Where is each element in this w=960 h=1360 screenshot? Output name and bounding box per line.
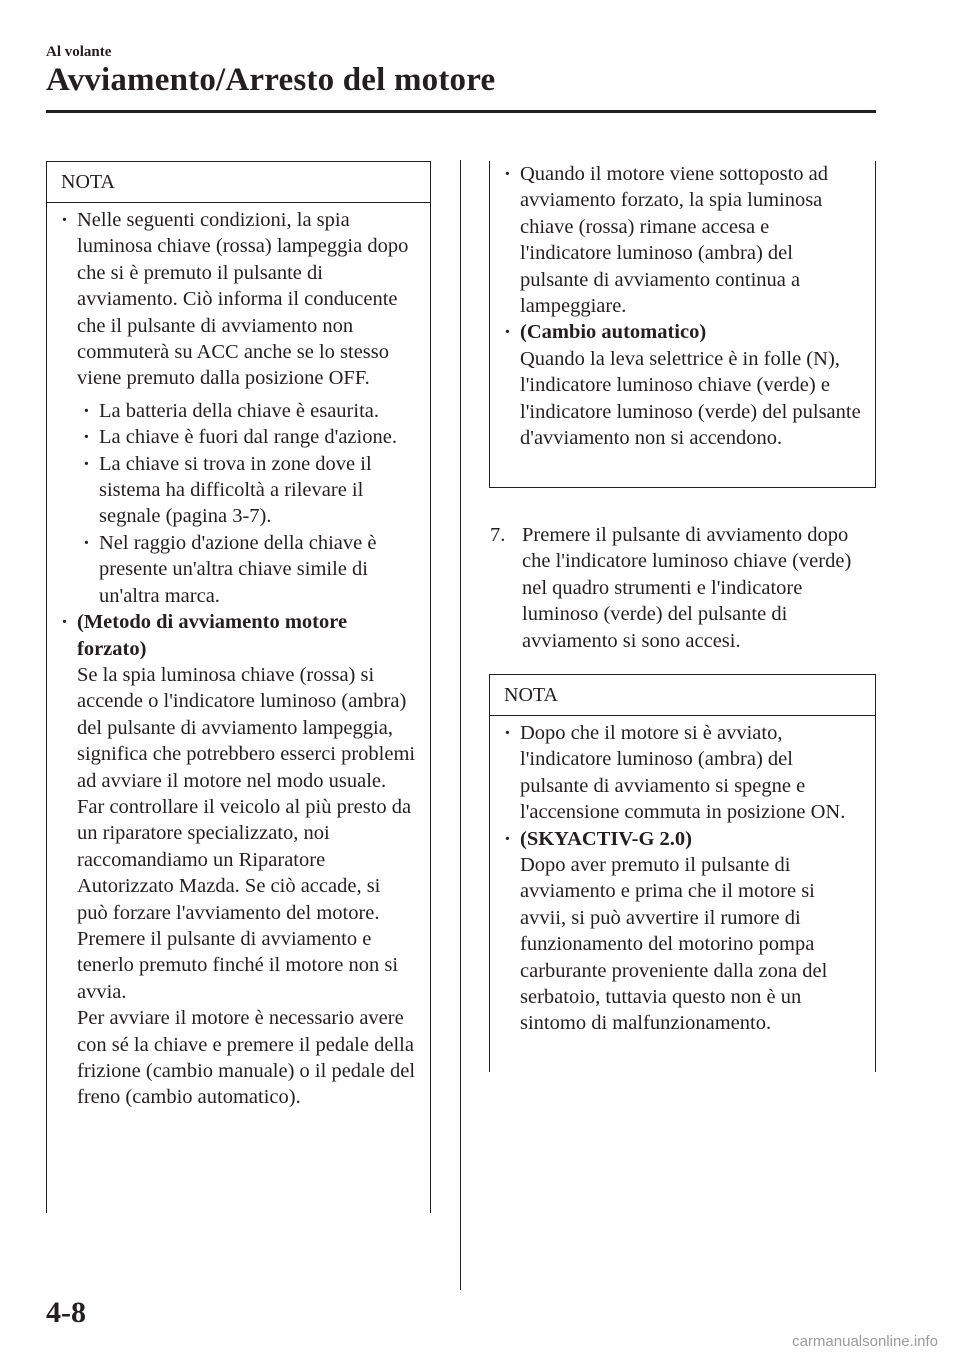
- note-sky-text: Dopo aver premuto il pulsante di avviamento e prima che il motore si avvii, si può avvertire il rumore di funzionamento del motorino pompa carburante proveniente dalla zona del serbatoio, tuttavia questo non è un sintomo di malfunzionamento.: [520, 854, 828, 1035]
- note-box-continued: [489, 161, 876, 488]
- column-divider: [460, 160, 461, 1290]
- note-box-left: [46, 161, 431, 1213]
- note-forced-text: Se la spia luminosa chiave (rossa) si accende o l'indicatore luminoso (ambra) del pulsante di avviamento lampeggia, significa che potrebbero esserci problemi ad avviare il motore nel modo usuale. Far controllare il veicolo al più presto da un riparatore specializzato, noi raccomandiamo un Riparatore Autorizzato Mazda. Se ciò accade, si può forzare l'avviamento del motore. Premere il pulsante di avviamento e tenerlo premuto finché il motore non si avvia.: [77, 663, 416, 1003]
- note-auto-text: Quando la leva selettrice è in folle (N), l'indicatore luminoso chiave (verde) e l'indicatore luminoso (verde) del pulsante d'avviamento non si accendono.: [520, 347, 861, 450]
- note-sub-item: · La batteria della chiave è esaurita.: [61, 398, 416, 424]
- step-7: [490, 522, 880, 654]
- note-item-forced-title: · (Metodo di avviamento motore forzato): [61, 609, 416, 662]
- note-item-forced-start: · Quando il motore viene sottoposto ad avviamento forzato, la spia luminosa chiave (rossa) rimane accesa e l'indicatore luminoso (ambra) del pulsante di avviamento continua a lampeggiare.: [504, 161, 861, 319]
- section-label: Al volante: [46, 44, 112, 60]
- note-item-engine-started: · Dopo che il motore si è avviato, l'indicatore luminoso (ambra) del pulsante di avviamento si spegne e l'accensione commuta in posizione ON.: [504, 720, 861, 826]
- watermark: carmanualsonline.info: [792, 1333, 938, 1350]
- note-sub-item: · La chiave è fuori dal range d'azione.: [61, 424, 416, 450]
- note-sub-item: · Nel raggio d'azione della chiave è presente un'altra chiave simile di un'altra marca.: [61, 530, 416, 609]
- note-sub-item: · La chiave si trova in zone dove il sistema ha difficoltà a rilevare il segnale (pagina 3-7).: [61, 451, 416, 530]
- note-heading: NOTA: [47, 161, 430, 203]
- note-heading: NOTA: [490, 674, 875, 716]
- step-text: Premere il pulsante di avviamento dopo che l'indicatore luminoso chiave (verde) nel quadro strumenti e l'indicatore luminoso (verde) del pulsante di avviamento si sono accesi.: [522, 524, 852, 652]
- note-box-right: [489, 674, 876, 1072]
- note-item-auto-title: · (Cambio automatico): [504, 319, 861, 345]
- note-item-intro: · Nelle seguenti condizioni, la spia luminosa chiave (rossa) lampeggia dopo che si è premuto il pulsante di avviamento. Ciò informa il conducente che il pulsante di avviamento non commuterà su ACC anche se lo stesso viene premuto dalla posizione OFF.: [61, 207, 416, 392]
- step-number: 7.: [490, 524, 506, 546]
- note-item-sky-title: · (SKYACTIV-G 2.0): [504, 826, 861, 852]
- page-title: Avviamento/Arresto del motore: [46, 62, 496, 98]
- page-number: 4-8: [46, 1296, 86, 1329]
- note-forced-text-2: Per avviare il motore è necessario avere con sé la chiave e premere il pedale della frizione (cambio manuale) o il pedale del freno (cambio automatico).: [77, 1007, 416, 1109]
- heading-rule: [46, 110, 876, 113]
